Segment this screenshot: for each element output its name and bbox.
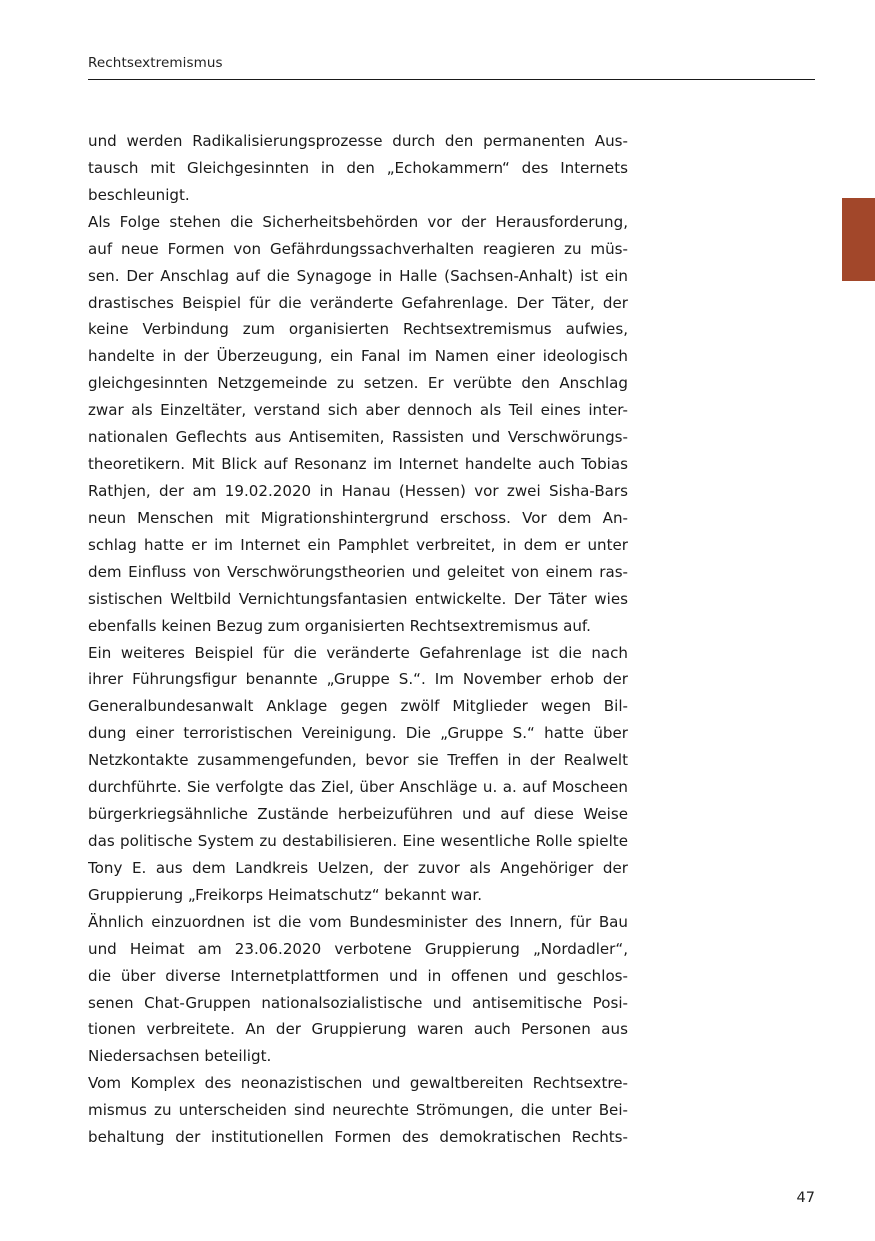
text-line: ihrer Führungsfigur benannte „Gruppe S.“. Im November erhob der bbox=[88, 670, 628, 689]
text-line: durchführte. Sie verfolgte das Ziel, über Anschläge u. a. auf Moscheen bbox=[88, 778, 628, 797]
text-line: tionen verbreitete. An der Gruppierung waren auch Personen aus bbox=[88, 1020, 628, 1039]
text-line: und werden Radikalisierungsprozesse durch den permanenten Aus- bbox=[88, 132, 628, 150]
text-line: und Heimat am 23.06.2020 verbotene Gruppierung „Nordadler“, bbox=[88, 939, 628, 958]
text-line: behaltung der institutionellen Formen des demokratischen Rechts- bbox=[88, 1128, 628, 1147]
text-line: zwar als Einzeltäter, verstand sich aber dennoch als Teil eines inter- bbox=[88, 401, 628, 420]
page-number: 47 bbox=[796, 1190, 815, 1206]
text-line: Vom Komplex des neonazistischen und gewaltbereiten Rechtsextre- bbox=[88, 1074, 628, 1093]
text-line: theoretikern. Mit Blick auf Resonanz im Internet handelte auch Tobias bbox=[88, 455, 628, 474]
text-line: Ein weiteres Beispiel für die veränderte Gefahrenlage ist die nach bbox=[88, 643, 628, 662]
text-line: mismus zu unterscheiden sind neurechte Strömungen, die unter Bei- bbox=[88, 1101, 628, 1120]
text-line: gleichgesinnten Netzgemeinde zu setzen. Er verübte den Anschlag bbox=[88, 374, 628, 393]
text-line: dung einer terroristischen Vereinigung. Die „Gruppe S.“ hatte über bbox=[88, 724, 628, 743]
text-line: beschleunigt. bbox=[88, 185, 190, 204]
text-line: bürgerkriegsähnliche Zustände herbeizuführen und auf diese Weise bbox=[88, 805, 628, 824]
text-line: ebenfalls keinen Bezug zum organisierten Rechtsextremismus auf. bbox=[88, 616, 591, 635]
text-line: Netzkontakte zusammengefunden, bevor sie Treffen in der Realwelt bbox=[88, 751, 628, 770]
text-line: schlag hatte er im Internet ein Pamphlet verbreitet, in dem er unter bbox=[88, 535, 628, 554]
text-line: handelte in der Überzeugung, ein Fanal im Namen einer ideologisch bbox=[88, 347, 628, 366]
body-text bbox=[88, 128, 628, 1151]
text-line: neun Menschen mit Migrationshintergrund erschoss. Vor dem An- bbox=[88, 508, 628, 527]
text-line: auf neue Formen von Gefährdungssachverhalten reagieren zu müs- bbox=[88, 239, 628, 258]
text-line: Gruppierung „Freikorps Heimatschutz“ bekannt war. bbox=[88, 885, 483, 904]
text-line: tausch mit Gleichgesinnten in den „Echokammern“ des Internets bbox=[88, 158, 628, 177]
text-line: nationalen Geflechts aus Antisemiten, Rassisten und Verschwörungs- bbox=[88, 428, 628, 447]
text-line: das politische System zu destabilisieren. Eine wesentliche Rolle spielte bbox=[88, 831, 628, 850]
text-line: Ähnlich einzuordnen ist die vom Bundesminister des Innern, für Bau bbox=[88, 912, 628, 931]
text-line: Rathjen, der am 19.02.2020 in Hanau (Hessen) vor zwei Sisha-Bars bbox=[88, 481, 628, 500]
text-line: keine Verbindung zum organisierten Rechtsextremismus aufwies, bbox=[88, 320, 628, 339]
text-line: drastisches Beispiel für die veränderte Gefahrenlage. Der Täter, der bbox=[88, 293, 628, 312]
text-line: Niedersachsen beteiligt. bbox=[88, 1047, 272, 1066]
text-line: dem Einfluss von Verschwörungstheorien und geleitet von einem ras- bbox=[88, 562, 628, 581]
text-line: Tony E. aus dem Landkreis Uelzen, der zuvor als Angehöriger der bbox=[88, 858, 628, 877]
text-line: senen Chat-Gruppen nationalsozialistische und antisemitische Posi- bbox=[88, 993, 628, 1012]
running-header: Rechtsextremismus bbox=[88, 55, 223, 71]
header-rule bbox=[88, 79, 815, 80]
text-line: sistischen Weltbild Vernichtungsfantasien entwickelte. Der Täter wies bbox=[88, 589, 628, 608]
text-line: Als Folge stehen die Sicherheitsbehörden vor der Herausforderung, bbox=[88, 212, 628, 231]
text-line: Generalbundesanwalt Anklage gegen zwölf Mitglieder wegen Bil- bbox=[88, 697, 628, 716]
text-line: sen. Der Anschlag auf die Synagoge in Halle (Sachsen-Anhalt) ist ein bbox=[88, 266, 628, 285]
chapter-thumb-tab bbox=[842, 198, 875, 281]
text-line: die über diverse Internetplattformen und in offenen und geschlos- bbox=[88, 966, 628, 985]
